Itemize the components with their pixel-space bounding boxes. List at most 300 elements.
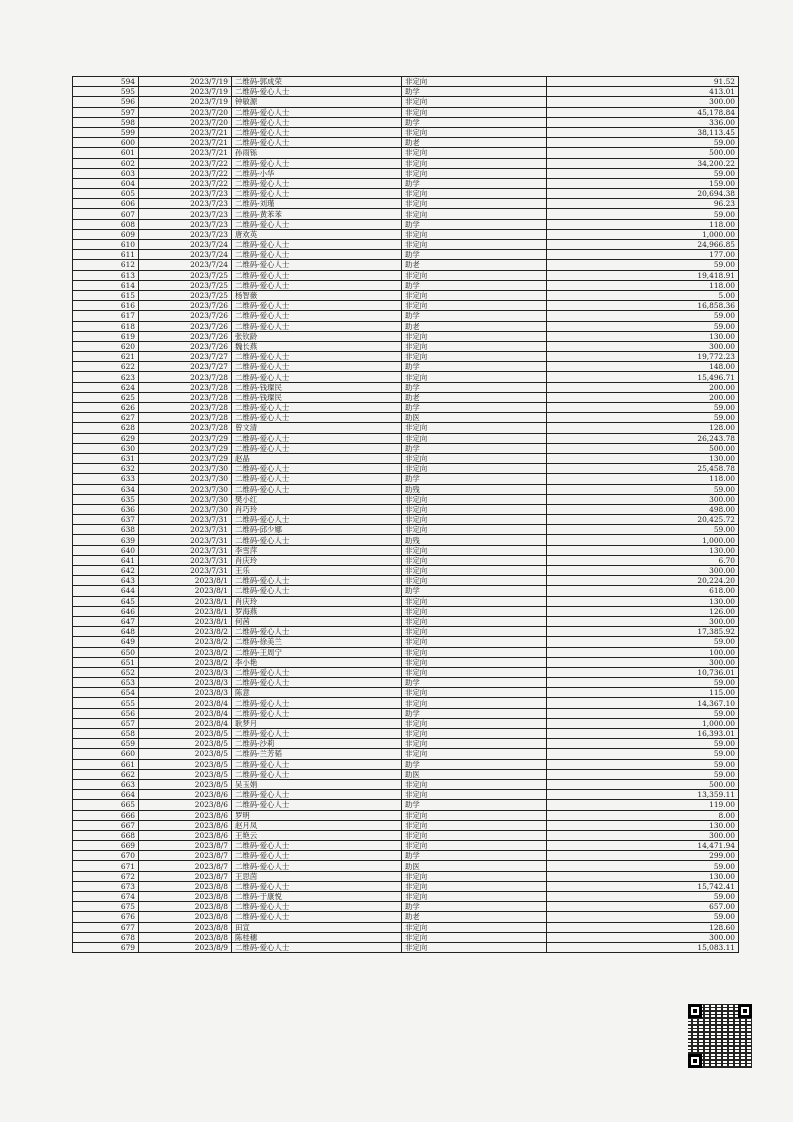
donation-amount-cell: 299.00 (547, 851, 739, 861)
table-row (73, 127, 739, 137)
donation-purpose-cell: 非定向 (402, 290, 547, 300)
row-number-cell: 642 (73, 566, 139, 576)
donation-amount-cell: 13,359.11 (547, 790, 739, 800)
donation-amount-cell: 300.00 (547, 494, 739, 504)
donation-amount-cell: 59.00 (547, 525, 739, 535)
donation-purpose-cell: 非定向 (402, 504, 547, 514)
donation-amount-cell: 130.00 (547, 871, 739, 881)
donation-purpose-cell: 非定向 (402, 841, 547, 851)
row-number-cell: 634 (73, 484, 139, 494)
donor-name-cell: 二维码-爱心人士 (232, 881, 402, 891)
row-number-cell: 648 (73, 627, 139, 637)
donation-amount-cell: 59.00 (547, 861, 739, 871)
row-number-cell: 667 (73, 820, 139, 830)
donor-name-cell: 曾文清 (232, 423, 402, 433)
donation-purpose-cell: 非定向 (402, 657, 547, 667)
donation-amount-cell: 34,200.22 (547, 158, 739, 168)
donation-amount-cell: 17,385.92 (547, 627, 739, 637)
table-row (73, 555, 739, 565)
donation-purpose-cell: 助老 (402, 912, 547, 922)
donor-name-cell: 二维码-爱心人士 (232, 729, 402, 739)
donation-date-cell: 2023/7/30 (139, 504, 232, 514)
table-row (73, 168, 739, 178)
table-row (73, 331, 739, 341)
donation-date-cell: 2023/8/5 (139, 779, 232, 789)
table-row (73, 616, 739, 626)
donation-amount-cell: 1,000.00 (547, 229, 739, 239)
table-row (73, 443, 739, 453)
donation-amount-cell: 5.00 (547, 290, 739, 300)
donation-date-cell: 2023/7/30 (139, 484, 232, 494)
donation-amount-cell: 300.00 (547, 341, 739, 351)
donation-date-cell: 2023/7/26 (139, 331, 232, 341)
donation-amount-cell: 618.00 (547, 586, 739, 596)
donation-amount-cell: 500.00 (547, 779, 739, 789)
table-row (73, 769, 739, 779)
row-number-cell: 594 (73, 77, 139, 87)
table-row (73, 545, 739, 555)
table-row (73, 515, 739, 525)
donation-date-cell: 2023/7/23 (139, 219, 232, 229)
donor-name-cell: 二维码-爱心人士 (232, 678, 402, 688)
table-row (73, 820, 739, 830)
row-number-cell: 659 (73, 739, 139, 749)
donor-name-cell: 罗海燕 (232, 606, 402, 616)
table-row (73, 922, 739, 932)
table-row (73, 148, 739, 158)
donor-name-cell: 二维码-爱心人士 (232, 433, 402, 443)
donation-purpose-cell: 非定向 (402, 942, 547, 952)
table-row (73, 759, 739, 769)
row-number-cell: 616 (73, 301, 139, 311)
donation-amount-cell: 200.00 (547, 382, 739, 392)
table-row (73, 362, 739, 372)
donor-name-cell: 二维码-爱心人士 (232, 321, 402, 331)
donation-amount-cell: 20,425.72 (547, 515, 739, 525)
table-row (73, 657, 739, 667)
donor-name-cell: 赵月凤 (232, 820, 402, 830)
donation-date-cell: 2023/8/2 (139, 627, 232, 637)
donation-purpose-cell: 非定向 (402, 372, 547, 382)
donation-date-cell: 2023/7/28 (139, 423, 232, 433)
donor-name-cell: 张钦龄 (232, 331, 402, 341)
table-row (73, 484, 739, 494)
donation-amount-cell: 16,393.01 (547, 729, 739, 739)
donation-purpose-cell: 助学 (402, 474, 547, 484)
row-number-cell: 613 (73, 270, 139, 280)
donation-amount-cell: 500.00 (547, 443, 739, 453)
donation-date-cell: 2023/7/23 (139, 199, 232, 209)
donor-name-cell: 二维码-爱心人士 (232, 403, 402, 413)
row-number-cell: 656 (73, 708, 139, 718)
donation-date-cell: 2023/8/6 (139, 790, 232, 800)
donor-name-cell: 肖庆玲 (232, 555, 402, 565)
donation-purpose-cell: 非定向 (402, 637, 547, 647)
donor-name-cell: 二维码-邱少娜 (232, 525, 402, 535)
table-row (73, 209, 739, 219)
donation-purpose-cell: 非定向 (402, 576, 547, 586)
table-row (73, 841, 739, 851)
donor-name-cell: 吴玉娟 (232, 779, 402, 789)
donation-amount-cell: 20,694.38 (547, 189, 739, 199)
donation-amount-cell: 38,113.45 (547, 127, 739, 137)
donation-date-cell: 2023/8/5 (139, 759, 232, 769)
donation-purpose-cell: 助学 (402, 443, 547, 453)
table-row (73, 698, 739, 708)
donor-name-cell: 二维码-钱璨民 (232, 382, 402, 392)
row-number-cell: 649 (73, 637, 139, 647)
row-number-cell: 638 (73, 525, 139, 535)
row-number-cell: 653 (73, 678, 139, 688)
donation-date-cell: 2023/8/8 (139, 922, 232, 932)
row-number-cell: 647 (73, 616, 139, 626)
donor-name-cell: 二维码-沙莉 (232, 739, 402, 749)
donation-purpose-cell: 非定向 (402, 341, 547, 351)
row-number-cell: 640 (73, 545, 139, 555)
donation-date-cell: 2023/8/5 (139, 749, 232, 759)
row-number-cell: 636 (73, 504, 139, 514)
donor-name-cell: 二维码-爱心人士 (232, 260, 402, 270)
donation-date-cell: 2023/7/30 (139, 464, 232, 474)
donation-purpose-cell: 非定向 (402, 830, 547, 840)
table-row (73, 586, 739, 596)
table-row (73, 403, 739, 413)
donation-purpose-cell: 非定向 (402, 881, 547, 891)
donation-date-cell: 2023/8/5 (139, 729, 232, 739)
table-row (73, 902, 739, 912)
donor-name-cell: 二维码-爱心人士 (232, 127, 402, 137)
donation-purpose-cell: 非定向 (402, 892, 547, 902)
donation-date-cell: 2023/7/30 (139, 494, 232, 504)
table-row (73, 779, 739, 789)
donation-date-cell: 2023/8/8 (139, 902, 232, 912)
donor-name-cell: 王艳云 (232, 830, 402, 840)
donation-date-cell: 2023/7/22 (139, 178, 232, 188)
donation-purpose-cell: 非定向 (402, 158, 547, 168)
row-number-cell: 603 (73, 168, 139, 178)
row-number-cell: 676 (73, 912, 139, 922)
donor-name-cell: 杨智薇 (232, 290, 402, 300)
donor-name-cell: 陈意 (232, 688, 402, 698)
donor-name-cell: 二维码-爱心人士 (232, 942, 402, 952)
donor-name-cell: 二维码-爱心人士 (232, 464, 402, 474)
donation-amount-cell: 59.00 (547, 403, 739, 413)
donation-amount-cell: 59.00 (547, 138, 739, 148)
table-row (73, 178, 739, 188)
donation-amount-cell: 15,083.11 (547, 942, 739, 952)
table-row (73, 739, 739, 749)
donation-ledger-table (72, 76, 739, 953)
row-number-cell: 666 (73, 810, 139, 820)
donor-name-cell: 二维码-黄苯苯 (232, 209, 402, 219)
table-row (73, 474, 739, 484)
table-row (73, 535, 739, 545)
table-row (73, 321, 739, 331)
donation-date-cell: 2023/8/1 (139, 616, 232, 626)
table-row (73, 117, 739, 127)
donation-date-cell: 2023/8/3 (139, 688, 232, 698)
donation-amount-cell: 19,772.23 (547, 352, 739, 362)
row-number-cell: 595 (73, 87, 139, 97)
donation-amount-cell: 91.52 (547, 77, 739, 87)
donor-name-cell: 二维码-爱心人士 (232, 301, 402, 311)
donation-date-cell: 2023/8/6 (139, 810, 232, 820)
donation-purpose-cell: 非定向 (402, 423, 547, 433)
donation-date-cell: 2023/8/5 (139, 769, 232, 779)
donor-name-cell: 二维码-爱心人士 (232, 902, 402, 912)
table-row (73, 229, 739, 239)
donation-amount-cell: 130.00 (547, 596, 739, 606)
donation-date-cell: 2023/7/24 (139, 260, 232, 270)
row-number-cell: 646 (73, 606, 139, 616)
donation-amount-cell: 59.00 (547, 708, 739, 718)
table-row (73, 525, 739, 535)
donation-purpose-cell: 非定向 (402, 229, 547, 239)
donation-amount-cell: 16,858.36 (547, 301, 739, 311)
donation-amount-cell: 14,367.10 (547, 698, 739, 708)
table-row (73, 413, 739, 423)
donation-amount-cell: 26,243.78 (547, 433, 739, 443)
row-number-cell: 600 (73, 138, 139, 148)
donor-name-cell: 何茜 (232, 616, 402, 626)
donation-purpose-cell: 非定向 (402, 199, 547, 209)
row-number-cell: 597 (73, 107, 139, 117)
donation-purpose-cell: 助学 (402, 219, 547, 229)
donation-date-cell: 2023/8/2 (139, 657, 232, 667)
donation-purpose-cell: 助医 (402, 861, 547, 871)
donation-date-cell: 2023/7/31 (139, 545, 232, 555)
donor-name-cell: 赵晶 (232, 453, 402, 463)
donor-name-cell: 二维码-爱心人士 (232, 87, 402, 97)
donation-purpose-cell: 助学 (402, 250, 547, 260)
row-number-cell: 677 (73, 922, 139, 932)
row-number-cell: 629 (73, 433, 139, 443)
donation-date-cell: 2023/7/31 (139, 525, 232, 535)
row-number-cell: 596 (73, 97, 139, 107)
donation-date-cell: 2023/7/30 (139, 474, 232, 484)
donation-amount-cell: 413.01 (547, 87, 739, 97)
row-number-cell: 633 (73, 474, 139, 484)
donation-purpose-cell: 非定向 (402, 647, 547, 657)
donation-amount-cell: 300.00 (547, 616, 739, 626)
table-row (73, 912, 739, 922)
donor-name-cell: 二维码-爱心人士 (232, 117, 402, 127)
table-row (73, 678, 739, 688)
donor-name-cell: 二维码-爱心人士 (232, 372, 402, 382)
table-row (73, 219, 739, 229)
donation-purpose-cell: 助学 (402, 800, 547, 810)
row-number-cell: 672 (73, 871, 139, 881)
table-row (73, 341, 739, 351)
donor-name-cell: 二维码-爱心人士 (232, 484, 402, 494)
donation-date-cell: 2023/7/31 (139, 515, 232, 525)
donation-purpose-cell: 非定向 (402, 922, 547, 932)
donation-date-cell: 2023/8/6 (139, 800, 232, 810)
donor-name-cell: 二维码-爱心人士 (232, 515, 402, 525)
donor-name-cell: 二维码-爱心人士 (232, 790, 402, 800)
table-row (73, 851, 739, 861)
table-row (73, 138, 739, 148)
donation-date-cell: 2023/8/7 (139, 841, 232, 851)
donation-date-cell: 2023/8/3 (139, 667, 232, 677)
donation-date-cell: 2023/8/1 (139, 576, 232, 586)
ledger-body (73, 77, 739, 953)
donation-date-cell: 2023/7/28 (139, 372, 232, 382)
table-row (73, 830, 739, 840)
table-row (73, 576, 739, 586)
donor-name-cell: 二维码-爱心人士 (232, 352, 402, 362)
donation-amount-cell: 59.00 (547, 168, 739, 178)
donation-date-cell: 2023/7/19 (139, 77, 232, 87)
row-number-cell: 608 (73, 219, 139, 229)
donation-amount-cell: 200.00 (547, 392, 739, 402)
donor-name-cell: 二维码-爱心人士 (232, 107, 402, 117)
donation-purpose-cell: 非定向 (402, 515, 547, 525)
row-number-cell: 665 (73, 800, 139, 810)
table-row (73, 290, 739, 300)
donor-name-cell: 李雪萍 (232, 545, 402, 555)
donor-name-cell: 二维码-爱心人士 (232, 280, 402, 290)
donation-purpose-cell: 助学 (402, 851, 547, 861)
donation-date-cell: 2023/7/29 (139, 443, 232, 453)
donation-date-cell: 2023/8/3 (139, 678, 232, 688)
donation-amount-cell: 500.00 (547, 148, 739, 158)
table-row (73, 494, 739, 504)
donation-amount-cell: 59.00 (547, 209, 739, 219)
donation-purpose-cell: 助学 (402, 311, 547, 321)
donation-date-cell: 2023/8/8 (139, 892, 232, 902)
donation-amount-cell: 128.60 (547, 922, 739, 932)
table-row (73, 280, 739, 290)
table-row (73, 606, 739, 616)
donor-name-cell: 魏长燕 (232, 341, 402, 351)
donor-name-cell: 二维码-爱心人士 (232, 769, 402, 779)
donor-name-cell: 二维码-爱心人士 (232, 861, 402, 871)
row-number-cell: 662 (73, 769, 139, 779)
row-number-cell: 611 (73, 250, 139, 260)
donation-date-cell: 2023/8/8 (139, 932, 232, 942)
table-row (73, 667, 739, 677)
row-number-cell: 598 (73, 117, 139, 127)
donation-purpose-cell: 助医 (402, 413, 547, 423)
row-number-cell: 617 (73, 311, 139, 321)
donation-amount-cell: 498.00 (547, 504, 739, 514)
donation-purpose-cell: 非定向 (402, 127, 547, 137)
donation-purpose-cell: 非定向 (402, 627, 547, 637)
table-row (73, 790, 739, 800)
donation-purpose-cell: 非定向 (402, 148, 547, 158)
donation-amount-cell: 59.00 (547, 637, 739, 647)
donation-amount-cell: 657.00 (547, 902, 739, 912)
donation-date-cell: 2023/7/27 (139, 352, 232, 362)
donation-amount-cell: 24,966.85 (547, 240, 739, 250)
table-row (73, 942, 739, 952)
donor-name-cell: 二维码-爱心人士 (232, 667, 402, 677)
donation-purpose-cell: 助学 (402, 678, 547, 688)
donor-name-cell: 二维码-爱心人士 (232, 240, 402, 250)
donor-name-cell: 李小艳 (232, 657, 402, 667)
donation-date-cell: 2023/7/31 (139, 535, 232, 545)
donor-name-cell: 二维码-郭成荣 (232, 77, 402, 87)
donation-amount-cell: 59.00 (547, 311, 739, 321)
donation-date-cell: 2023/8/5 (139, 739, 232, 749)
donation-purpose-cell: 非定向 (402, 616, 547, 626)
donation-amount-cell: 1,000.00 (547, 535, 739, 545)
table-row (73, 932, 739, 942)
donation-purpose-cell: 助残 (402, 484, 547, 494)
table-row (73, 453, 739, 463)
table-row (73, 718, 739, 728)
row-number-cell: 623 (73, 372, 139, 382)
donation-amount-cell: 59.00 (547, 739, 739, 749)
donation-date-cell: 2023/7/27 (139, 362, 232, 372)
donation-date-cell: 2023/7/26 (139, 321, 232, 331)
donation-purpose-cell: 非定向 (402, 596, 547, 606)
donation-amount-cell: 126.00 (547, 606, 739, 616)
table-row (73, 260, 739, 270)
donation-purpose-cell: 非定向 (402, 779, 547, 789)
donor-name-cell: 二维码-爱心人士 (232, 627, 402, 637)
donation-amount-cell: 130.00 (547, 820, 739, 830)
donation-date-cell: 2023/7/23 (139, 209, 232, 219)
donation-date-cell: 2023/7/19 (139, 97, 232, 107)
donor-name-cell: 二维码-爱心人士 (232, 138, 402, 148)
donation-date-cell: 2023/8/4 (139, 708, 232, 718)
table-row (73, 892, 739, 902)
table-row (73, 423, 739, 433)
donation-date-cell: 2023/7/21 (139, 148, 232, 158)
row-number-cell: 637 (73, 515, 139, 525)
donation-purpose-cell: 助学 (402, 586, 547, 596)
row-number-cell: 657 (73, 718, 139, 728)
donor-name-cell: 二维码-爱心人士 (232, 759, 402, 769)
donation-date-cell: 2023/8/1 (139, 596, 232, 606)
donation-date-cell: 2023/7/29 (139, 433, 232, 443)
donation-purpose-cell: 非定向 (402, 331, 547, 341)
donor-name-cell: 二维码-爱心人士 (232, 189, 402, 199)
donor-name-cell: 二维码-爱心人士 (232, 586, 402, 596)
donation-purpose-cell: 非定向 (402, 168, 547, 178)
donation-purpose-cell: 非定向 (402, 790, 547, 800)
row-number-cell: 673 (73, 881, 139, 891)
donation-purpose-cell: 非定向 (402, 301, 547, 311)
donation-date-cell: 2023/8/1 (139, 586, 232, 596)
donor-name-cell: 二维码-爱心人士 (232, 178, 402, 188)
row-number-cell: 652 (73, 667, 139, 677)
row-number-cell: 620 (73, 341, 139, 351)
row-number-cell: 626 (73, 403, 139, 413)
donation-date-cell: 2023/7/25 (139, 290, 232, 300)
donation-date-cell: 2023/8/7 (139, 861, 232, 871)
row-number-cell: 664 (73, 790, 139, 800)
donation-date-cell: 2023/7/20 (139, 117, 232, 127)
donor-name-cell: 二维码-王周宁 (232, 647, 402, 657)
donation-purpose-cell: 助学 (402, 280, 547, 290)
table-row (73, 392, 739, 402)
row-number-cell: 650 (73, 647, 139, 657)
donation-date-cell: 2023/7/28 (139, 392, 232, 402)
donation-date-cell: 2023/8/7 (139, 871, 232, 881)
donation-amount-cell: 15,742.41 (547, 881, 739, 891)
donor-name-cell: 二维码-于康悦 (232, 892, 402, 902)
donor-name-cell: 二维码-爱心人士 (232, 535, 402, 545)
donation-purpose-cell: 非定向 (402, 749, 547, 759)
donation-purpose-cell: 非定向 (402, 270, 547, 280)
row-number-cell: 630 (73, 443, 139, 453)
donation-purpose-cell: 非定向 (402, 494, 547, 504)
donation-amount-cell: 336.00 (547, 117, 739, 127)
donation-amount-cell: 130.00 (547, 545, 739, 555)
